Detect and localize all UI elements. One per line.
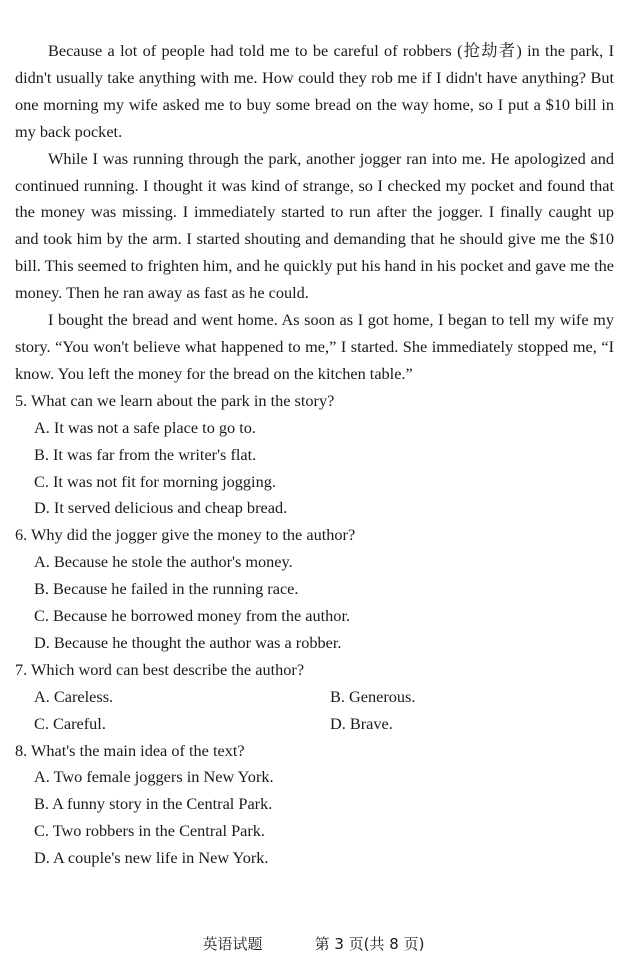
question-7-option-d: D. Brave. xyxy=(330,713,393,733)
page-footer xyxy=(0,933,627,954)
footer-page-number: 第 3 页(共 8 页) xyxy=(314,935,425,953)
question-6-option-b: B. Because he failed in the running race. xyxy=(34,579,299,599)
question-6-option-a: A. Because he stole the author's money. xyxy=(34,552,293,572)
passage-paragraph-3: I bought the bread and went home. As soon as I got home, I began to tell my wife my story. “You won't believe what happened to me,” I started. She immediately stopped me, “I know. You left the money for the bread on the kitchen table.” xyxy=(15,310,614,383)
question-5 xyxy=(15,388,614,523)
question-8-option-d: D. A couple's new life in New York. xyxy=(34,848,269,868)
question-8 xyxy=(15,738,614,873)
question-7 xyxy=(15,657,614,738)
passage-paragraph-2: While I was running through the park, another jogger ran into me. He apologized and continued running. I thought it was kind of strange, so I checked my pocket and found that the money was missing. I immediately started to run after the jogger. I finally caught up and took him by the arm. I started shouting and demanding that he should give me the $10 bill. This seemed to frighten him, and he quickly put his hand in his pocket and gave me the money. Then he ran away as fast as he could. xyxy=(15,148,614,303)
question-7-option-b: B. Generous. xyxy=(330,686,416,706)
question-7-stem: 7. Which word can best describe the author? xyxy=(15,659,305,679)
question-5-option-b: B. It was far from the writer's flat. xyxy=(34,444,257,464)
question-8-option-c: C. Two robbers in the Central Park. xyxy=(34,821,265,841)
question-7-option-c: C. Careful. xyxy=(34,713,106,733)
passage-paragraph-1: Because a lot of people had told me to be careful of robbers (抢劫者) in the park, I didn't usually take anything with me. How could they rob me if I didn't have anything? But one morning my wife asked me to buy some bread on the way home, so I put a $10 bill in my back pocket. xyxy=(15,41,614,141)
question-6 xyxy=(15,522,614,657)
question-7-option-a: A. Careless. xyxy=(34,686,114,706)
question-5-option-d: D. It served delicious and cheap bread. xyxy=(34,498,288,518)
question-5-option-a: A. It was not a safe place to go to. xyxy=(34,417,256,437)
question-5-options xyxy=(15,415,614,523)
question-6-stem: 6. Why did the jogger give the money to the author? xyxy=(15,525,356,545)
question-8-option-b: B. A funny story in the Central Park. xyxy=(34,794,273,814)
reading-passage xyxy=(15,38,614,388)
question-8-options xyxy=(15,764,614,872)
question-6-options xyxy=(15,549,614,657)
question-6-option-c: C. Because he borrowed money from the author. xyxy=(34,606,351,626)
question-8-stem: 8. What's the main idea of the text? xyxy=(15,740,245,760)
question-5-option-c: C. It was not fit for morning jogging. xyxy=(34,471,276,491)
question-6-option-d: D. Because he thought the author was a robber. xyxy=(34,632,342,652)
question-7-options xyxy=(15,684,614,738)
exam-page xyxy=(15,38,614,872)
question-5-stem: 5. What can we learn about the park in the story? xyxy=(15,390,335,410)
footer-subject: 英语试题 xyxy=(202,935,263,953)
question-8-option-a: A. Two female joggers in New York. xyxy=(34,767,274,787)
